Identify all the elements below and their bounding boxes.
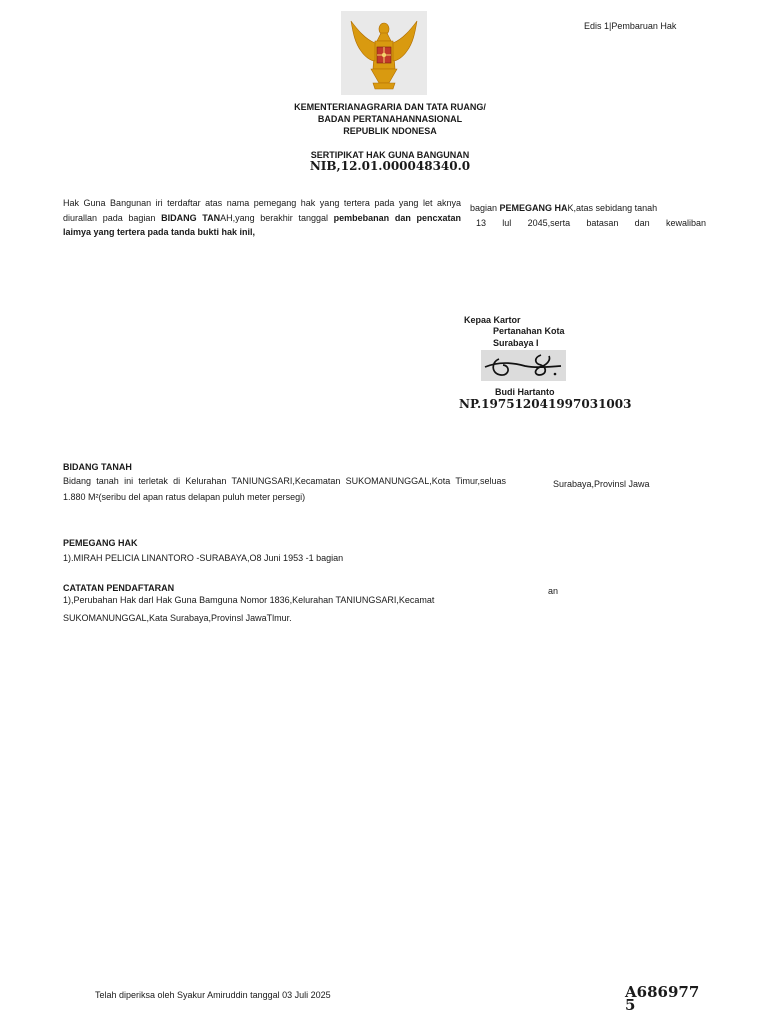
certificate-title: SERTIPIKAT HAK GUNA BANGUNAN [310, 150, 470, 160]
catatan-right: an [548, 586, 559, 596]
serial-line-2: 5 [625, 996, 636, 1014]
intro-bidang-tanah: BIDANG TAN [161, 212, 221, 223]
nib-number: NIB,12.01.000048340.0 [309, 159, 471, 173]
serial-line-1: A686977 [625, 983, 700, 1001]
edition-label: Edis 1|Pembaruan Hak [584, 21, 677, 31]
ministry-line-3: REPUBLIK NDONESA [343, 126, 437, 136]
bidang-tanah-right: Surabaya,Provinsl Jawa [553, 479, 650, 489]
official-role-line-3: Surabaya I [493, 338, 539, 348]
catatan-line-1: 1),Perubahan Hak darl Hak Guna Bamguna Nomor 1836,Kelurahan TANIUNGSARI,Kecamat [63, 595, 435, 605]
garuda-emblem [341, 11, 427, 95]
official-nip: NP.197512041997031003 [459, 397, 632, 411]
intro-right-line-1: bagian PEMEGANG HAK,atas sebidang tanah [470, 203, 658, 213]
pemegang-hak-heading: PEMEGANG HAK [63, 538, 138, 548]
bidang-tanah-heading: BIDANG TANAH [63, 462, 132, 472]
pemegang-hak-text: 1).MIRAH PELICIA LINANTORO -SURABAYA,O8 Juni 1953 -1 bagian [63, 553, 344, 563]
ministry-heading [240, 101, 540, 137]
ministry-line-1: KEMENTERIANAGRARIA DAN TATA RUANG/ [294, 102, 486, 112]
garuda-emblem-icon [341, 11, 427, 95]
ministry-line-2: BADAN PERTANAHANNASIONAL [317, 114, 463, 124]
serial-number [625, 983, 700, 1014]
official-name: Budi Hartanto [495, 387, 555, 397]
intro-text-d: pembebanan dan pencxatan laimya yang tertera pada tanda bukti hak inil, [63, 212, 462, 237]
signature [481, 350, 566, 381]
intro-paragraph [63, 196, 461, 240]
catatan-line-2: SUKOMANUNGGAL,Kata Surabaya,Provinsl JawaTlmur. [63, 613, 292, 623]
signature-icon [481, 350, 566, 381]
official-role-line-2: Pertanahan Kota [493, 326, 565, 336]
intro-text-c: AH,yang berakhir tanggal [220, 212, 334, 223]
official-role-line-1: Kepaa Kartor [464, 315, 521, 325]
intro-right-line-2: 13 lul 2045,serta batasan dan kewaliban [476, 217, 706, 228]
bidang-tanah-text: Bidang tanah ini terletak di Kelurahan TANIUNGSARI,Kecamatan SUKOMANUNGGAL,Kota Timur,seluas 1.880 M²(seribu del apan ratus delapan puluh meter persegi) [63, 476, 506, 502]
intro-text-a: Hak Guna Bangunan iri terdaftar atas nama pemegang hak yang tertera pada yang let aknya diurallan pada bagian [63, 198, 461, 223]
intro-right-column [470, 201, 706, 230]
catatan-heading: CATATAN PENDAFTARAN [63, 583, 175, 593]
checked-by-note: Telah diperiksa oleh Syakur Amiruddin tanggal 03 Juli 2025 [95, 990, 331, 1000]
